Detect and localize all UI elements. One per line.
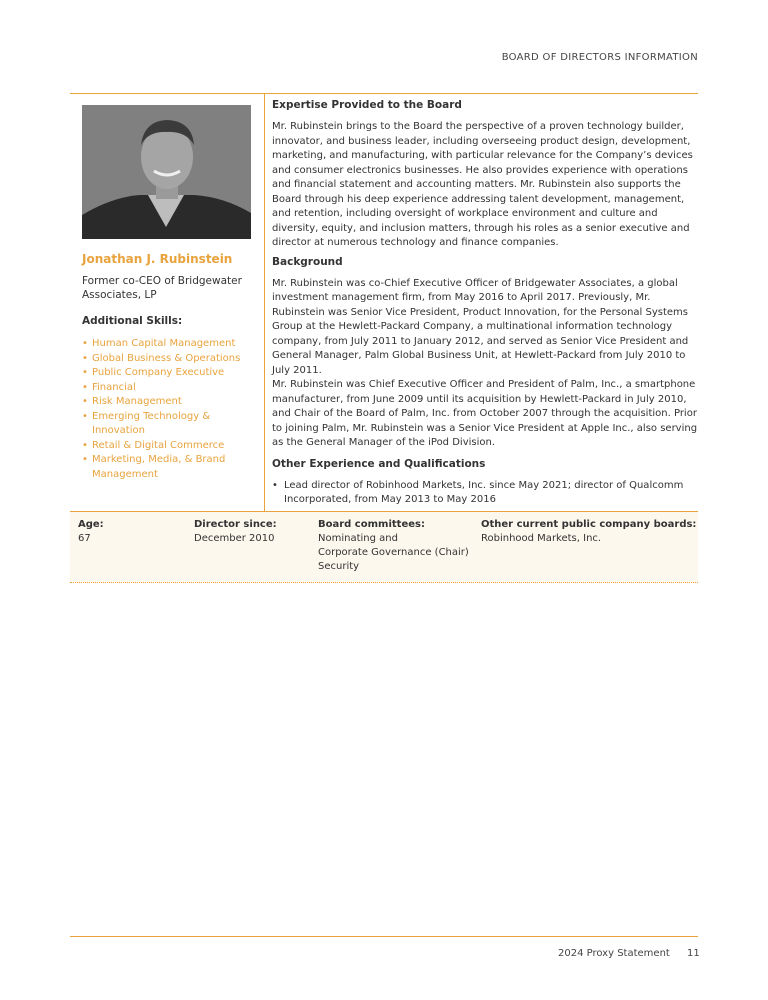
skill-item: • Global Business & Operations [82,352,254,367]
skills-title: Additional Skills: [82,315,183,327]
page-number: 11 [687,948,700,959]
top-divider [70,93,698,94]
expertise-title: Expertise Provided to the Board [272,99,462,111]
background-paragraph: Mr. Rubinstein was Chief Executive Officer and President of Palm, Inc., a smartphone manufacturer, from June 2009 until its acquisition by Hewlett-Packard in July 2010, and Chair of the Board of Palm, Inc. from October 2007 through the acquisition. Prior to joining Palm, Mr. Rubinstein was a Senior Vice President at Apple Inc., also serving as the General Manager of the iPod Division. [272,379,698,448]
other-boards-value: Robinhood Markets, Inc. [481,533,602,544]
other-experience-item: • Lead director of Robinhood Markets, Inc. since May 2021; director of Qualcomm Incorporated, from May 2013 to May 2016 [272,479,700,508]
background-paragraph: Mr. Rubinstein was co-Chief Executive Officer of Bridgewater Associates, a global investment management firm, from May 2016 to April 2017. Previously, Mr. Rubinstein was Senior Vice President, Product Innovation, for the Personal Systems Group at the Hewlett-Packard Company, a multinational information technology company, from July 2011 to January 2012, and served as Senior Vice President and General Manager, Palm Global Business Unit, at Hewlett-Packard from July 2010 to July 2011. [272,277,689,376]
director-since-label: Director since: [194,519,277,530]
director-since-block [194,518,277,546]
profile-column [82,105,254,482]
other-experience-title: Other Experience and Qualifications [272,457,486,470]
background-title: Background [272,255,343,268]
skill-item: • Financial [82,381,254,396]
footer-divider [70,936,698,937]
director-photo [82,105,251,239]
expertise-text: Mr. Rubinstein brings to the Board the perspective of a proven technology builder, innovator, and business leader, including overseeing product design, development, marketing, and manufacturing, with particular relevance for the Company’s devices and consumer electronics businesses. He also provides experience with operations and financial statement and accounting matters. Mr. Rubinstein also supports the Board through his deep experience addressing talent development, management, and retention, including oversight of workplace environment and culture and diversity, equity, and inclusion matters, through his roles as a senior executive and director at numerous technology and finance companies. [272,121,693,248]
committee-item: Security [318,561,360,572]
skill-item: • Marketing, Media, & Brand Management [82,453,254,482]
director-profile-card [70,93,698,583]
column-divider [264,93,265,511]
skill-item: • Human Capital Management [82,337,254,352]
director-info-band [70,511,698,583]
director-role: Former co-CEO of Bridgewater Associates, LP [82,275,242,301]
details-column [272,99,700,508]
footer-doc-title: 2024 Proxy Statement [558,948,670,959]
committee-item: Nominating and [318,533,398,544]
director-name: Jonathan J. Rubinstein [82,252,233,266]
other-experience-list [272,479,700,508]
skill-item: • Emerging Technology & Innovation [82,410,254,439]
skills-list [82,337,254,482]
age-value: 67 [78,533,91,544]
other-boards-block [481,518,696,546]
age-label: Age: [78,519,104,530]
committees-block [318,518,469,574]
other-boards-label: Other current public company boards: [481,519,697,530]
committees-label: Board committees: [318,519,425,530]
skill-item: • Retail & Digital Commerce [82,439,254,454]
skill-item: • Risk Management [82,395,254,410]
age-block [78,518,104,546]
section-header-label: BOARD OF DIRECTORS INFORMATION [501,52,698,63]
committee-item: Corporate Governance (Chair) [318,547,469,558]
director-since-value: December 2010 [194,533,275,544]
skill-item: • Public Company Executive [82,366,254,381]
